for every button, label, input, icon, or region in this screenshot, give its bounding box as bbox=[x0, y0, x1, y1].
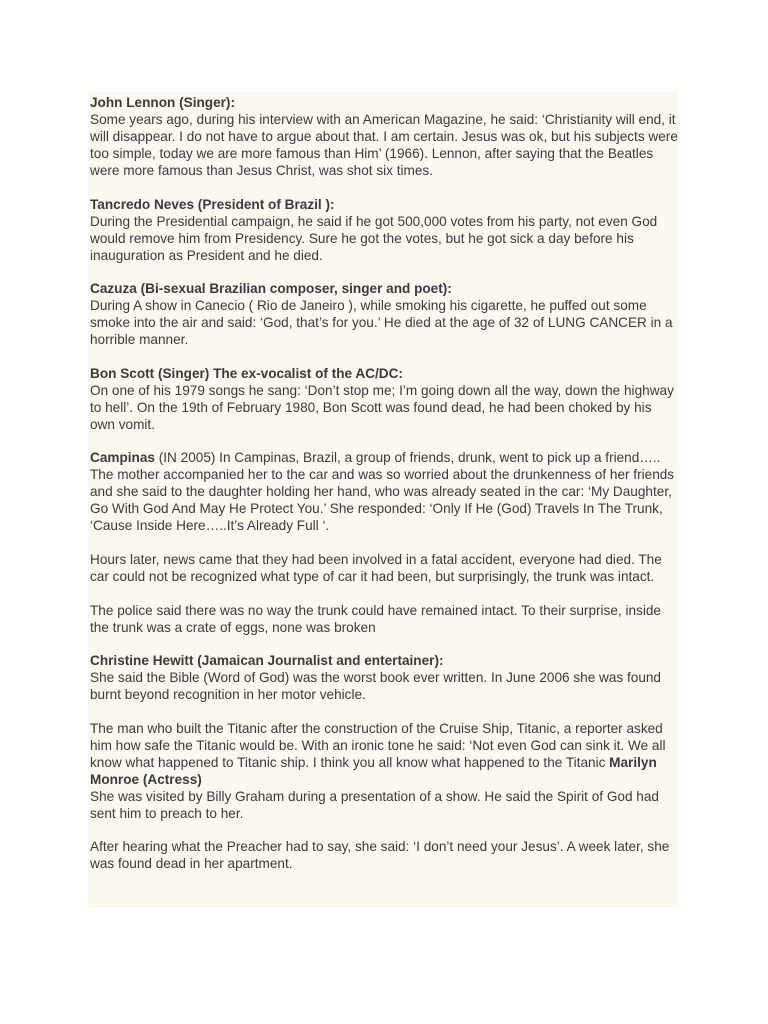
section-text: On one of his 1979 songs he sang: ‘Don’t stop me; I’m going down all the way, down the highway to hell’. On the 19th of February 1980, Bon Scott was found dead, he had been choked by his own vomit. bbox=[90, 382, 674, 432]
section-text: The police said there was no way the trunk could have remained intact. To their surprise, inside the trunk was a crate of eggs, none was broken bbox=[90, 602, 661, 635]
titanic-text: The man who built the Titanic after the construction of the Cruise Ship, Titanic, a reporter asked him how safe the Titanic would be. With an ironic tone he said: ‘Not even God can sink it. We all know what happened to Titanic ship. I think you all know what happened to the Titanic bbox=[90, 720, 666, 770]
section-heading: Marilyn Monroe (Actress) bbox=[90, 754, 657, 787]
section-tancredo-neves bbox=[90, 196, 678, 264]
section-text: The mother accompanied her to the car and was so worried about the drunkenness of her friends and she said to the daughter holding her hand, who was already seated in the car: ‘My Daughter, Go With God And May He Protect You.’ She responded: ‘Only If He (God) Travels In The Trunk, ‘Cause Inside Here…..It’s Already Full ‘. bbox=[90, 467, 675, 534]
section-heading: Campinas bbox=[90, 450, 155, 466]
section-campinas bbox=[90, 449, 678, 534]
section-heading: John Lennon (Singer): bbox=[90, 95, 235, 110]
section-titanic-monroe bbox=[90, 720, 678, 822]
campinas-paragraph-2 bbox=[90, 551, 678, 585]
section-text: During A show in Canecio ( Rio de Janeiro ), while smoking his cigarette, he puffed out some smoke into the air and said: ‘God, that’s for you.’ He died at the age of 32 of LUNG CANCER in a horrible manner. bbox=[90, 298, 673, 348]
campinas-paragraph-3 bbox=[90, 602, 678, 636]
section-cazuza bbox=[90, 280, 678, 348]
section-intro: (IN 2005) In Campinas, Brazil, a group of friends, drunk, went to pick up a friend….. bbox=[154, 450, 661, 466]
section-text: Some years ago, during his interview with an American Magazine, he said: ‘Christianity will end, it will disappear. I do not have to argue about that. I am certain. Jesus was ok, but his subjects were too simple, today we are more famous than Him’ (1966). Lennon, after saying that the Beatles were more famous than Jesus Christ, was shot six times. bbox=[90, 112, 678, 178]
section-text: Hours later, news came that they had been involved in a fatal accident, everyone had died. The car could not be recognized what type of car it had been, but surprisingly, the trunk was intact. bbox=[90, 551, 662, 584]
section-heading: Christine Hewitt (Jamaican Journalist and entertainer): bbox=[90, 653, 444, 669]
section-text: She was visited by Billy Graham during a presentation of a show. He said the Spirit of God had sent him to preach to her. bbox=[90, 788, 659, 821]
section-heading: Tancredo Neves (President of Brazil ): bbox=[90, 196, 335, 212]
section-john-lennon bbox=[90, 94, 678, 179]
monroe-paragraph-2 bbox=[90, 838, 678, 872]
section-heading: Cazuza (Bi-sexual Brazilian composer, singer and poet): bbox=[90, 281, 452, 297]
section-christine-hewitt bbox=[90, 652, 678, 703]
article-body bbox=[88, 92, 678, 908]
section-text: She said the Bible (Word of God) was the worst book ever written. In June 2006 she was found burnt beyond recognition in her motor vehicle. bbox=[90, 670, 661, 703]
section-text: After hearing what the Preacher had to say, she said: ‘I don’t need your Jesus’. A week later, she was found dead in her apartment. bbox=[90, 839, 670, 872]
section-text: During the Presidential campaign, he said if he got 500,000 votes from his party, not even God would remove him from Presidency. Sure he got the votes, but he got sick a day before his inauguration as President and he died. bbox=[90, 213, 658, 263]
section-heading: Bon Scott (Singer) The ex-vocalist of the AC/DC: bbox=[90, 365, 403, 381]
section-bon-scott bbox=[90, 365, 678, 433]
